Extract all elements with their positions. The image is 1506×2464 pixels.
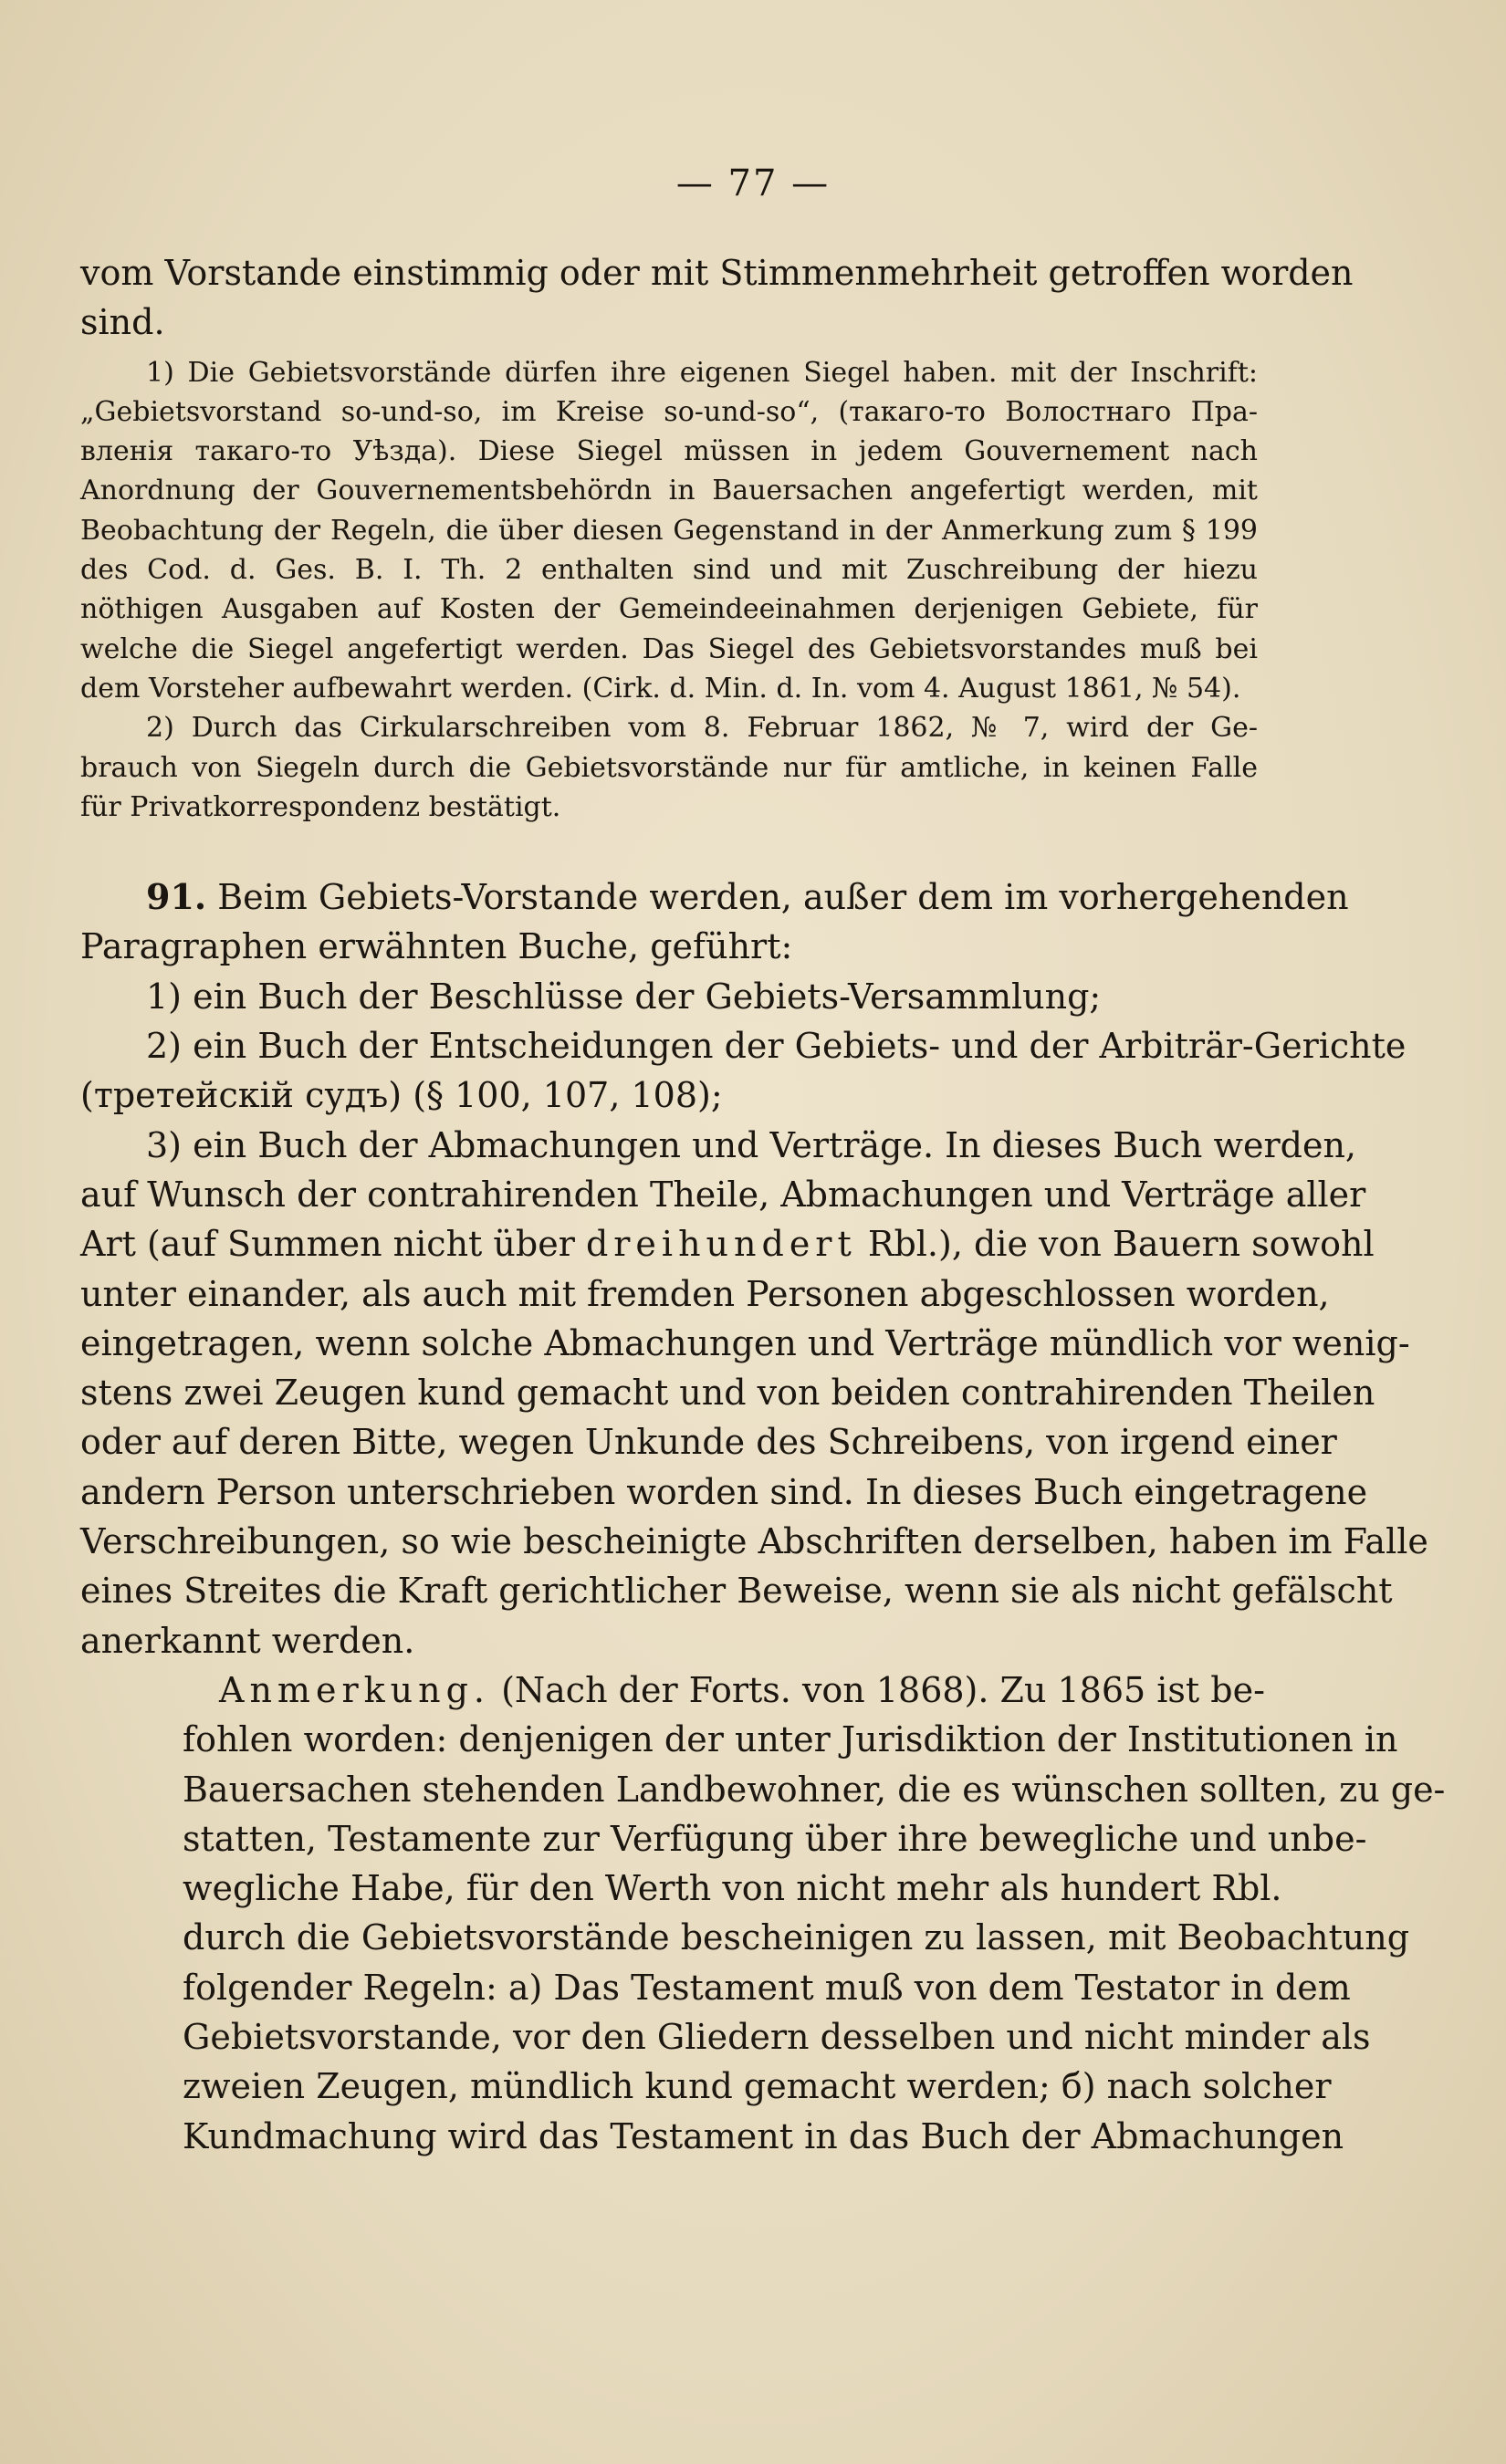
text-line: oder auf deren Bitte, wegen Unkunde des Schreibens, von irgend einer	[80, 1422, 1337, 1463]
text-line: Verschreibungen, so wie bescheinigte Abschriften derselben, haben im Falle	[80, 1521, 1428, 1562]
footnote-1-body	[80, 392, 1258, 708]
footnote-2	[80, 708, 1258, 747]
text-line: zweien Zeugen, mündlich kund gemacht werden; б) nach solcher	[183, 2066, 1332, 2107]
text-segment: (Nach der Forts. von 1868). Zu 1865 ist be-	[489, 1669, 1265, 1710]
text-line	[80, 1219, 1375, 1269]
footnote-line: welche die Siegel angefertigt werden. Das Siegel des Gebietsvorstandes muß bei	[80, 632, 1258, 665]
footnote-line: für Privatkorrespondenz bestätigt.	[80, 790, 561, 823]
footnote-line: „Gebietsvorstand so-und-so, im Kreise so-und-so“, (такаго-то Волостнаго Пра-	[80, 395, 1258, 428]
text-line: eines Streites die Kraft gerichtlicher Beweise, wenn sie als nicht gefälscht	[80, 1571, 1393, 1612]
text-line: fohlen worden: denjenigen der unter Jurisdiktion der Institutionen in	[183, 1719, 1398, 1760]
footnote-line: вленія такаго-то Уѣзда). Diese Siegel müssen in jedem Gouvernement nach	[80, 435, 1258, 468]
spaced-emphasis: dreihundert	[585, 1224, 857, 1265]
text-line: Paragraphen erwähnten Buche, geführt:	[80, 926, 793, 967]
footnote-line: nöthigen Ausgaben auf Kosten der Gemeindeeinahmen derjenigen Gebiete, für	[80, 593, 1258, 626]
footnote-line: Beobachtung der Regeln, die über diesen Gegenstand in der Anmerkung zum § 199	[80, 514, 1258, 547]
text-segment: Rbl.), die von Bauern sowohl	[856, 1224, 1375, 1265]
footnote-line: dem Vorsteher aufbewahrt werden. (Cirk. d. Min. d. In. vom 4. August 1861, № 54).	[80, 672, 1241, 705]
section-number: 91.	[146, 876, 207, 918]
text-line: eingetragen, wenn solche Abmachungen und Verträge mündlich vor wenig-	[80, 1322, 1410, 1363]
text-line: unter einander, als auch mit fremden Personen abgeschlossen worden,	[80, 1273, 1330, 1314]
text-line: (третейскій судъ) (§ 100, 107, 108);	[80, 1075, 723, 1116]
text-segment: Art (auf Summen nicht über	[80, 1224, 586, 1265]
footnote-line: des Cod. d. Ges. B. I. Th. 2 enthalten sind und mit Zuschreibung der hiezu	[80, 554, 1258, 587]
text-line: Gebietsvorstande, vor den Gliedern desselben und nicht minder als	[183, 2016, 1371, 2057]
text-line: sind.	[80, 302, 165, 343]
page-number: — 77 —	[675, 162, 831, 204]
text-line: stens zwei Zeugen kund gemacht und von beiden contrahirenden Theilen	[80, 1373, 1375, 1414]
footnote-line: Anordnung der Gouvernementsbehördn in Bauersachen angefertigt werden, mit	[80, 475, 1258, 507]
list-item-2: 2) ein Buch der Entscheidungen der Gebiets- und der Arbiträr-Gerichte	[146, 1026, 1407, 1067]
footnote-2-body	[80, 748, 1258, 828]
footnote-line: brauch von Siegeln durch die Gebietsvorstände nur für amtliche, in keinen Falle	[80, 751, 1258, 784]
text-line: wegliche Habe, für den Werth von nicht mehr als hundert Rbl.	[183, 1868, 1282, 1909]
text-line: vom Vorstande einstimmig oder mit Stimmenmehrheit getroffen worden	[80, 253, 1354, 293]
text-line: statten, Testamente zur Verfügung über ihre bewegliche und unbe-	[183, 1818, 1367, 1859]
text-line: durch die Gebietsvorstände bescheinigen zu lassen, mit Beobachtung	[183, 1917, 1410, 1958]
footnote-line: 2) Durch das Cirkularschreiben vom 8. Februar 1862, № 7, wird der Ge-	[146, 712, 1258, 745]
text-line: andern Person unterschrieben worden sind. In dieses Buch eingetragene	[80, 1471, 1368, 1512]
list-item-1: 1) ein Buch der Beschlüsse der Gebiets-Versammlung;	[146, 976, 1102, 1017]
text-line: Kundmachung wird das Testament in das Buch der Abmachungen	[183, 2115, 1344, 2156]
text-line: folgender Regeln: a) Das Testament muß von dem Testator in dem	[183, 1967, 1351, 2008]
top-paragraph	[80, 248, 1354, 348]
section-91-line: Beim Gebiets-Vorstande werden, außer dem im vorhergehenden	[217, 877, 1349, 918]
page-text	[80, 248, 1446, 2161]
anmerkung-label: Anmerkung.	[219, 1669, 490, 1710]
text-line: anerkannt werden.	[80, 1620, 415, 1661]
text-line: Bauersachen stehenden Landbewohner, die es wünschen sollten, zu ge-	[183, 1769, 1446, 1810]
anmerkung	[80, 1665, 1446, 2161]
list-item-3: 3) ein Buch der Abmachungen und Verträge. In dieses Buch werden,	[146, 1124, 1356, 1165]
footnote-line: 1) Die Gebietsvorstände dürfen ihre eigenen Siegel haben. mit der Inschrift:	[146, 356, 1258, 389]
text-line: auf Wunsch der contrahirenden Theile, Abmachungen und Verträge aller	[80, 1174, 1366, 1215]
section-91	[80, 872, 1428, 1665]
footnote-1	[80, 353, 1258, 392]
